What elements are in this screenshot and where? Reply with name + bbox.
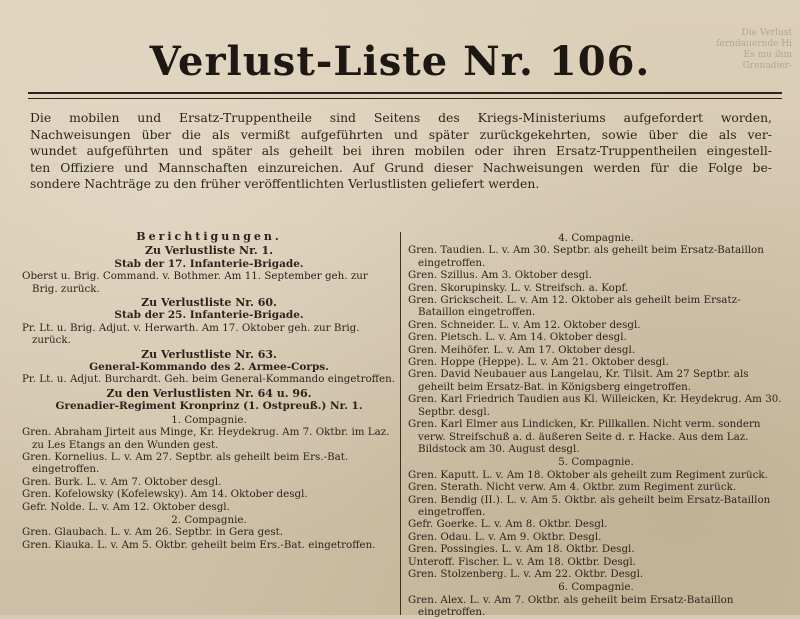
intro-line: Nachweisungen über die als vermißt aufgeführten und später zurückgekehrten, sowie über die als ver- [30,126,772,142]
title-rule-thin [28,98,782,99]
list-reference: Zu den Verlustlisten Nr. 64 u. 96. [106,386,312,400]
unit-heading: General-Kommando des 2. Armee-Corps. [89,361,329,374]
list-entry: Gren. Sterath. Nicht verw. Am 4. Oktbr. zum Regiment zurück. [408,481,737,494]
list-entry: Gefr. Goerke. L. v. Am 8. Oktbr. Desgl. [408,518,608,531]
list-entry: Gefr. Nolde. L. v. Am 12. Oktober desgl. [22,500,230,513]
unit-heading: Stab der 17. Infanterie-Brigade. [114,257,304,270]
company-heading: 1. Compagnie. [171,413,247,426]
list-entry: Gren. Szillus. Am 3. Oktober desgl. [408,269,592,282]
right-column [408,231,784,619]
bleed-line: Grenadier- [742,61,792,71]
list-entry: Gren. Karl Friedrich Taudien aus Kl. Willeicken, Kr. Heydekrug. Am 30. Septbr. desgl. [408,393,782,418]
intro-line: Die mobilen und Ersatz-Truppentheile sind Seitens des Kriegs-Ministeriums aufgefordert worden, [30,110,772,125]
list-entry: Pr. Lt. u. Adjut. Burchardt. Geh. beim General-Kommando eingetroffen. [22,373,396,386]
list-entry: Gren. Abraham Jirteit aus Minge, Kr. Heydekrug. Am 7. Oktbr. im Laz. zu Les Etangs an den Wunden gest. [22,426,390,451]
left-column [22,231,396,551]
regiment-heading: Grenadier-Regiment Kronprinz (1. Ostpreuß.) Nr. 1. [55,400,363,413]
list-entry: Gren. Skorupinsky. L. v. Streifsch. a. Kopf. [408,281,629,294]
list-entry: Gren. Bendig (II.). L. v. Am 5. Oktbr. als geheilt beim Ersatz-Bataillon eingetroffen. [408,493,771,518]
list-entry: Gren. Meihöfer. L. v. Am 17. Oktober desgl. [408,343,636,356]
list-reference: Zu Verlustliste Nr. 63. [141,347,277,361]
company-heading: 5. Compagnie. [558,456,634,469]
list-entry: Gren. Glaubach. L. v. Am 26. Septbr. in Gera gest. [22,526,284,539]
list-entry: Oberst u. Brig. Command. v. Bothmer. Am 11. September geh. zur Brig. zurück. [22,270,368,295]
list-entry: Gren. David Neubauer aus Langelau, Kr. Tilsit. Am 27 Septbr. als geheilt beim Ersatz-Bat. in Königsberg eingetroffen. [408,368,749,393]
list-entry: Gren. Grickscheit. L. v. Am 12. Oktober als geheilt beim Ersatz-Bataillon eingetroffen. [408,294,741,319]
list-entry: Gren. Odau. L. v. Am 9. Oktbr. Desgl. [408,530,602,543]
list-entry: Gren. Kornelius. L. v. Am 27. Septbr. als geheilt beim Ers.-Bat. eingetroffen. [22,450,349,476]
bleed-line: Es mu ihm [743,50,792,60]
list-entry: Gren. Burk. L. v. Am 7. Oktober desgl. [22,475,222,488]
list-entry: Gren. Alex. L. v. Am 7. Oktbr. als geheilt beim Ersatz-Bataillon eingetroffen. [408,593,734,619]
intro-line: wundet aufgeführten und später als geheilt bei ihren mobilen oder ihren Ersatz-Truppentheilen eingestell- [30,143,772,159]
list-entry: Gren. Kiauka. L. v. Am 5. Oktbr. geheilt beim Ers.-Bat. eingetroffen. [22,538,376,551]
column-divider [400,232,401,615]
corrections-heading: Berichtigungen. [136,230,282,243]
title-rule-thick [28,92,782,94]
intro-line: sondere Nachträge zu den früher veröffentlichten Verlustlisten geliefert werden. [30,176,540,192]
page-title: Verlust-Liste Nr. 106. [149,38,651,85]
intro-paragraph [30,110,772,193]
list-entry: Unteroff. Fischer. L. v. Am 18. Oktbr. Desgl. [408,555,636,568]
list-entry: Gren. Kofelowsky (Kofelewsky). Am 14. Oktober desgl. [22,488,308,501]
unit-heading: Stab der 25. Infanterie-Brigade. [114,309,304,322]
list-reference: Zu Verlustliste Nr. 1. [144,244,274,258]
list-reference: Zu Verlustliste Nr. 60. [141,296,277,310]
list-entry: Gren. Possingies. L. v. Am 18. Oktbr. Desgl. [408,543,635,556]
company-heading: 4. Compagnie. [558,232,634,244]
list-entry: Gren. Pietsch. L. v. Am 14. Oktober desgl. [408,331,627,344]
company-heading: 2. Compagnie. [171,513,247,526]
list-entry: Gren. Kaputt. L. v. Am 18. Oktober als geheilt zum Regiment zurück. [408,468,768,481]
company-heading: 6. Compagnie. [558,581,634,594]
bleed-line: ferndauernde Hi [716,39,792,49]
list-entry: Gren. Taudien. L. v. Am 30. Septbr. als geheilt beim Ersatz-Bataillon eingetroffen. [408,244,764,269]
intro-line: ten Offiziere und Mannschaften einzureichen. Auf Grund dieser Nachweisungen werden für die Folge be- [30,159,772,175]
list-entry: Gren. Schneider. L. v. Am 12. Oktober desgl. [408,318,641,331]
bleed-line: Die Verlust [741,28,792,38]
list-entry: Pr. Lt. u. Brig. Adjut. v. Herwarth. Am 17. Oktober geh. zur Brig. zurück. [22,321,360,347]
list-entry: Gren. Karl Elmer aus Lindicken, Kr. Pillkallen. Nicht verm. sondern verw. Streifschuß a. d. äußeren Seite d. r. Hacke. Aus dem Laz. Bildstock am 30. August desgl. [408,418,761,455]
list-entry: Gren. Stolzenberg. L. v. Am 22. Oktbr. Desgl. [408,567,644,580]
list-entry: Gren. Hoppe (Heppe). L. v. Am 21. Oktober desgl. [408,356,669,369]
